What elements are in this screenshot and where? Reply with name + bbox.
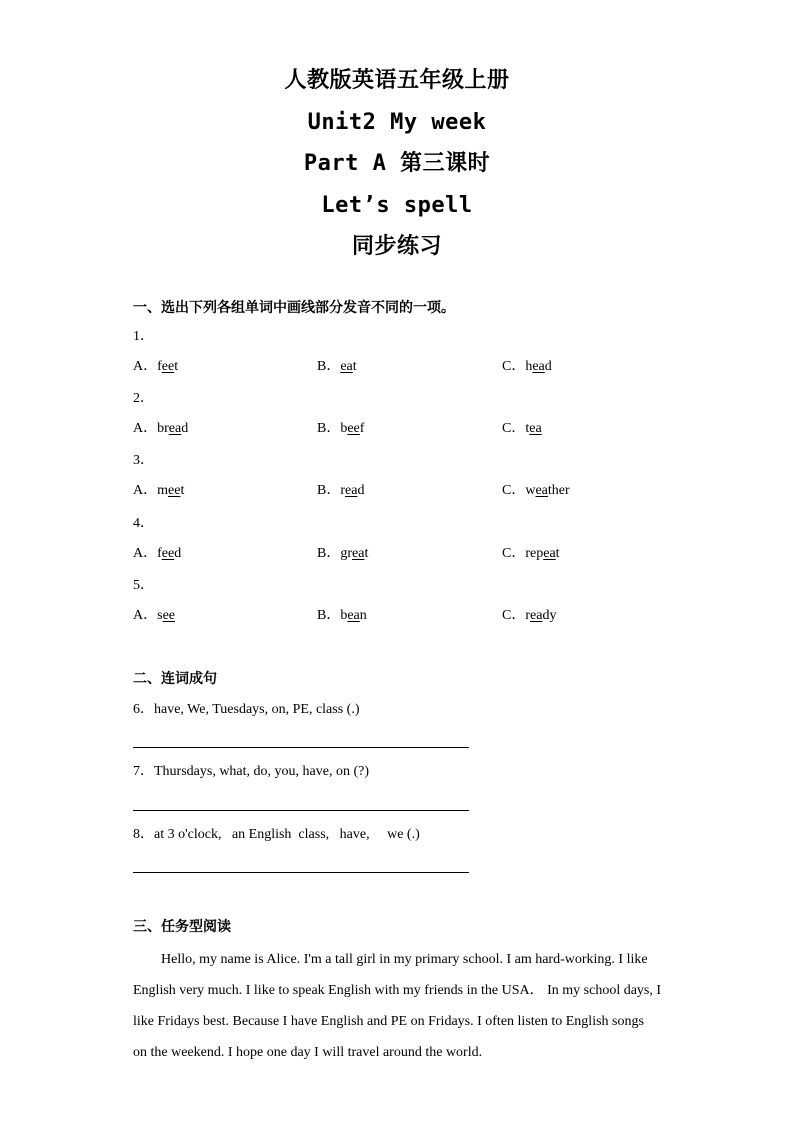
underlined-letters: ea	[543, 545, 556, 561]
title-practice: 同步练习	[351, 234, 442, 259]
option-label: C．	[502, 359, 526, 374]
option-b[interactable]	[317, 481, 364, 501]
word-part: n	[359, 607, 367, 623]
title-part: Part A 第三课时	[303, 151, 491, 176]
word-part: d	[174, 545, 182, 561]
underlined-letters: ea	[347, 607, 360, 623]
option-a[interactable]	[133, 544, 181, 564]
title-lesson: Let’s spell	[321, 192, 473, 218]
word-part: d	[357, 483, 365, 499]
reading-line: English very much. I like to speak English with my friends in the USA． In my school days, I	[133, 983, 662, 998]
word-part: t	[352, 359, 357, 374]
option-label: B．	[317, 607, 341, 623]
word-part: f	[157, 359, 162, 374]
question-number: 2．	[133, 391, 154, 407]
underlined-letters: ea	[168, 421, 182, 437]
word-part: w	[525, 483, 536, 499]
reading-passage	[133, 944, 663, 1068]
question-number: 5．	[133, 577, 154, 593]
option-a[interactable]	[133, 419, 188, 439]
option-label: B．	[317, 421, 341, 437]
title-textbook: 人教版英语五年级上册	[284, 68, 510, 93]
word-part: b	[340, 421, 348, 437]
word-part: m	[157, 483, 169, 499]
word-part: r	[340, 483, 346, 499]
word-part: f	[157, 545, 162, 561]
option-b[interactable]	[317, 419, 364, 439]
option-label: B．	[317, 483, 341, 499]
underlined-letters: ea	[535, 483, 548, 499]
question-number: 3．	[133, 453, 154, 469]
sentence-item-7: 7．Thursdays, what, do, you, have, on (?)	[133, 764, 370, 779]
option-label: C．	[502, 607, 526, 623]
option-label: B．	[317, 359, 341, 374]
underlined-letters: ee	[162, 607, 176, 623]
underlined-letters: ea	[340, 359, 353, 374]
word-part: s	[157, 607, 163, 623]
section2-heading: 二、连词成句	[133, 671, 217, 687]
word-part: ther	[547, 483, 570, 499]
option-label: A．	[133, 483, 158, 499]
word-part: r	[525, 607, 531, 623]
section1-heading: 一、选出下列各组单词中画线部分发音不同的一项。	[133, 300, 455, 316]
sentence-item-8: 8．at 3 o'clock, an English class, have, we (.)	[133, 827, 420, 842]
reading-line: like Fridays best. Because I have English and PE on Fridays. I often listen to English songs	[133, 1014, 644, 1029]
answer-line-6[interactable]	[133, 747, 469, 748]
option-label: A．	[133, 607, 158, 623]
word-part: br	[157, 421, 169, 437]
underlined-letters: ea	[345, 483, 358, 499]
reading-line: Hello, my name is Alice. I'm a tall girl in my primary school. I am hard-working. I like	[161, 952, 648, 967]
answer-line-7[interactable]	[133, 810, 469, 811]
sentence-item-6: 6．have, We, Tuesdays, on, PE, class (.)	[133, 702, 360, 717]
option-b[interactable]	[317, 357, 357, 377]
underlined-letters: ee	[347, 421, 360, 437]
option-a[interactable]	[133, 357, 178, 377]
title-unit: Unit2 My week	[307, 109, 487, 135]
option-a[interactable]	[133, 606, 175, 626]
option-b[interactable]	[317, 544, 368, 564]
word-part: gr	[340, 545, 353, 561]
section3-heading: 三、任务型阅读	[133, 919, 231, 935]
option-label: A．	[133, 421, 158, 437]
underlined-letters: ea	[532, 359, 545, 374]
option-label: C．	[502, 421, 526, 437]
underlined-letters: ee	[161, 545, 175, 561]
underlined-letters: ee	[168, 483, 181, 499]
word-part: t	[364, 545, 369, 561]
word-part: d	[181, 421, 189, 437]
option-c[interactable]	[502, 544, 560, 564]
word-part: dy	[542, 607, 557, 623]
option-label: B．	[317, 545, 341, 561]
underlined-letters: ee	[161, 359, 175, 374]
option-label: C．	[502, 483, 526, 499]
option-c[interactable]	[502, 419, 542, 439]
reading-line: on the weekend. I hope one day I will travel around the world.	[133, 1045, 483, 1060]
word-part: rep	[525, 545, 544, 561]
question-number: 1．	[133, 329, 154, 344]
word-part: f	[359, 421, 365, 437]
option-b[interactable]	[317, 606, 367, 626]
option-c[interactable]	[502, 606, 556, 626]
word-part: t	[174, 359, 179, 374]
underlined-letters: ea	[530, 607, 543, 623]
option-c[interactable]	[502, 357, 552, 377]
option-label: C．	[502, 545, 526, 561]
word-part: d	[544, 359, 552, 374]
underlined-letters: ea	[352, 545, 365, 561]
word-part: t	[555, 545, 560, 561]
option-c[interactable]	[502, 481, 570, 501]
option-a[interactable]	[133, 481, 184, 501]
underlined-letters: ea	[529, 421, 542, 437]
option-label: A．	[133, 545, 158, 561]
word-part: t	[525, 421, 530, 437]
question-number: 4．	[133, 515, 154, 531]
word-part: b	[340, 607, 348, 623]
option-label: A．	[133, 359, 158, 374]
word-part: h	[525, 359, 533, 374]
word-part: t	[180, 483, 185, 499]
answer-line-8[interactable]	[133, 872, 469, 873]
document-titles	[0, 60, 794, 268]
